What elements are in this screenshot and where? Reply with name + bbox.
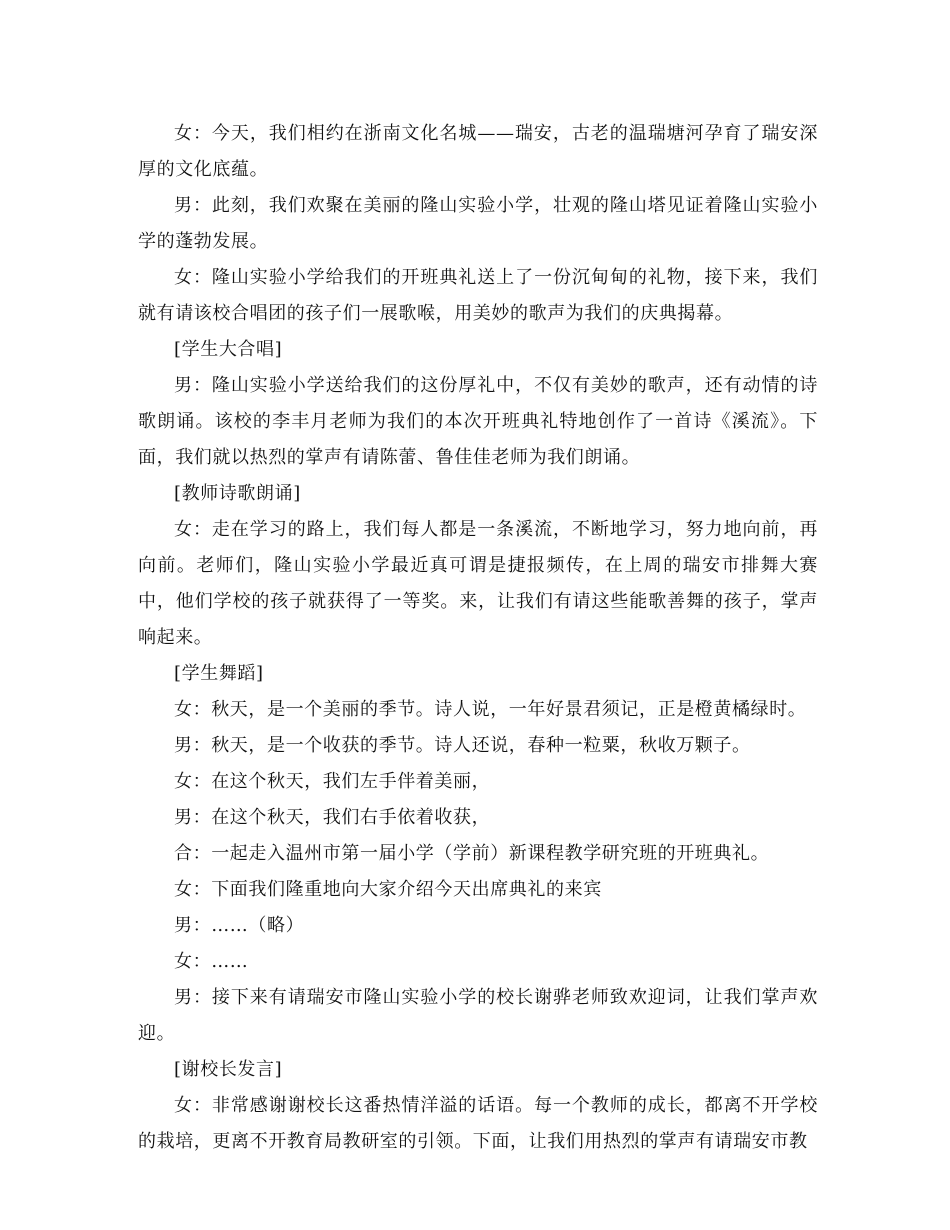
paragraph-10: 合：一起走入温州市第一届小学（学前）新课程教学研究班的开班典礼。 (174, 843, 770, 864)
paragraph-9: 男：在这个秋天，我们右手依着收获， (174, 807, 491, 828)
paragraph-5: 女：走在学习的路上，我们每人都是一条溪流，不断地学习，努力地向前，再向前。老师们，隆山实验小学最近真可谓是捷报频传，在上周的瑞安市排舞大赛中，他们学校的孩子就获得了一等奖。来，让我们有请这些能歌善舞的孩子，掌声响起来。 (138, 519, 818, 648)
paragraph-4: 男：隆山实验小学送给我们的这份厚礼中，不仅有美妙的歌声，还有动情的诗歌朗诵。该校的李丰月老师为我们的本次开班典礼特地创作了一首诗《溪流》。下面，我们就以热烈的掌声有请陈蕾、鲁佳佳老师为我们朗诵。 (138, 375, 818, 468)
document-body (138, 116, 818, 1160)
paragraph-11: 女：下面我们隆重地向大家介绍今天出席典礼的来宾 (174, 879, 602, 900)
paragraph-1: 女：今天，我们相约在浙南文化名城——瑞安，古老的温瑞塘河孕育了瑞安深厚的文化底蕴。 (138, 123, 818, 180)
paragraph-12: 男：……（略） (174, 915, 305, 936)
stage-direction-poetry: [教师诗歌朗诵] (174, 483, 301, 504)
paragraph-13: 女：…… (174, 951, 249, 972)
paragraph-6: 女：秋天，是一个美丽的季节。诗人说，一年好景君须记，正是橙黄橘绿时。 (174, 699, 807, 720)
paragraph-15: 女：非常感谢谢校长这番热情洋溢的话语。每一个教师的成长，都离不开学校的栽培，更离不开教育局教研室的引领。下面，让我们用热烈的掌声有请瑞安市教 (138, 1095, 818, 1152)
paragraph-14: 男：接下来有请瑞安市隆山实验小学的校长谢骅老师致欢迎词，让我们掌声欢迎。 (138, 987, 818, 1044)
paragraph-3: 女：隆山实验小学给我们的开班典礼送上了一份沉甸甸的礼物，接下来，我们就有请该校合唱团的孩子们一展歌喉，用美妙的歌声为我们的庆典揭幕。 (138, 267, 818, 324)
stage-direction-choir: [学生大合唱] (174, 339, 283, 360)
stage-direction-dance: [学生舞蹈] (174, 663, 264, 684)
paragraph-2: 男：此刻，我们欢聚在美丽的隆山实验小学，壮观的隆山塔见证着隆山实验小学的蓬勃发展。 (138, 195, 818, 252)
paragraph-7: 男：秋天，是一个收获的季节。诗人还说，春种一粒粟，秋收万颗子。 (174, 735, 751, 756)
paragraph-8: 女：在这个秋天，我们左手伴着美丽， (174, 771, 491, 792)
stage-direction-principal: [谢校长发言] (174, 1059, 283, 1080)
